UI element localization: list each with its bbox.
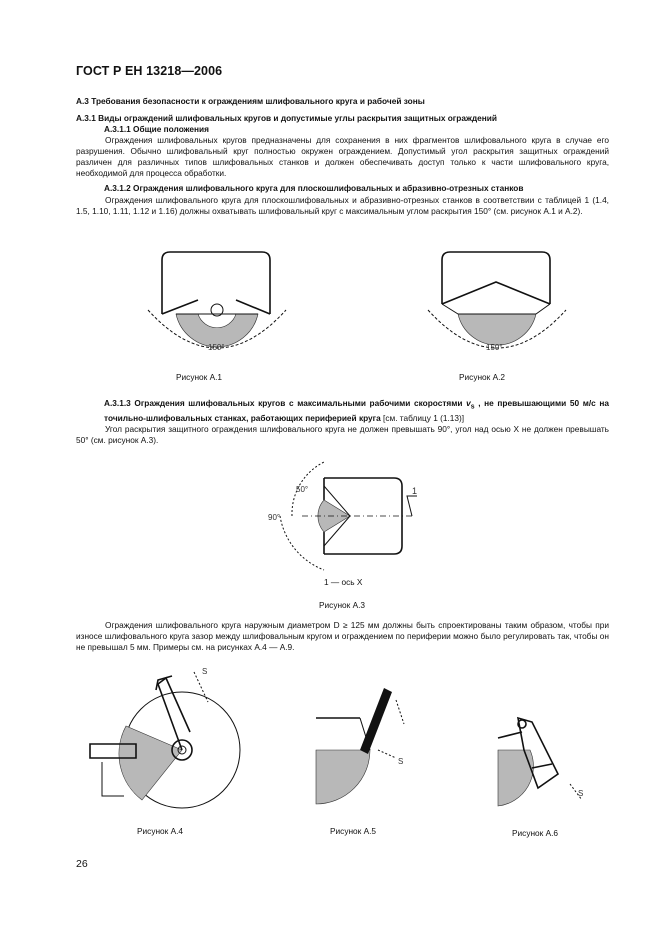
figure-a3-callout: 1 [412,486,418,496]
section-a313-text: Угол раскрытия защитного ограждения шлифовального круга не должен превышать 90°, угол над осью X не должен превышать 50° (см. рисунок А.3). [76,424,609,445]
figure-a3-caption: Рисунок А.3 [319,600,366,610]
page-number: 26 [76,858,88,870]
figure-a1 [140,246,290,358]
section-a313-heading [104,398,609,424]
figure-a3-angle-left: 90° [268,513,281,522]
figure-a2-angle-label: 150° [486,343,503,352]
section-a311-text: Ограждения шлифовальных кругов предназначены для сохранения в них фрагментов шлифовального круга в случае его разрушения. Обычно шлифовальный круг полностью окружен ограждением. Допустимый угол раскрытия защитных ограждений различен для различных типов шлифовальных станков и должен обеспечивать доступ только к части шлифовального круга, необходимой для процесса обработки. [76,135,609,178]
section-a313-heading-text-2: , не превышающими 50 м/с на точильно-шлифовальных станках, работающих периферией круга [104,398,609,423]
figure-a6 [492,710,598,820]
section-a31-heading: А.3.1 Виды ограждений шлифовальных кругов и допустимые углы раскрытия защитных ограждений [76,113,497,123]
section-a312-heading: А.3.1.2 Ограждения шлифовального круга для плоскошлифовальных и абразивно-отрезных станков [104,183,524,193]
figure-a5 [312,684,422,816]
figure-a6-gap-label: S [578,789,584,798]
figure-a4-gap-label: S [202,667,208,676]
figure-a5-caption: Рисунок А.5 [330,826,377,836]
figure-a3-angle-top: 50° [296,485,309,494]
figure-a4-caption: Рисунок А.4 [137,826,184,836]
figure-a5-gap-label: S [398,757,404,766]
section-a311-heading: А.3.1.1 Общие положения [104,124,209,134]
figure-a1-angle-label: 150° [208,343,225,352]
velocity-symbol: v [466,398,471,408]
figure-a4 [86,662,246,817]
figure-a2-caption: Рисунок А.2 [459,372,506,382]
section-a313-heading-text: А.3.1.3 Ограждения шлифовальных кругов с максимальными рабочими скоростями [104,398,467,408]
figure-a3 [262,458,442,578]
figure-a1-caption: Рисунок А.1 [176,372,223,382]
velocity-subscript: s [470,403,475,411]
figure-a3-legend: 1 — ось X [324,577,363,587]
paragraph-adjust: Ограждения шлифовального круга наружным диаметром D ≥ 125 мм должны быть спроектированы таким образом, чтобы при износе шлифовального круга зазор между шлифовальным кругом и ограждением по периферии можно было регулировать так, чтобы он не превышал 5 мм. Примеры см. на рисунках А.4 — А.9. [76,620,609,652]
section-a312-text: Ограждения шлифовального круга для плоскошлифовальных и абразивно-отрезных станков в соответствии с таблицей 1 (1.4, 1.5, 1.10, 1.11, 1.12 и 1.16) должны охватывать шлифовальный круг с максимальным углом раскрытия 150° (см. рисунок А.1 и А.2). [76,195,609,216]
figure-a2 [420,246,570,358]
section-a313-table-ref: [см. таблицу 1 (1.13)] [380,412,465,423]
section-a3-heading: А.3 Требования безопасности к ограждениям шлифовального круга и рабочей зоны [76,96,425,106]
figure-a6-caption: Рисунок А.6 [512,828,559,838]
document-header: ГОСТ Р ЕН 13218—2006 [76,64,223,78]
